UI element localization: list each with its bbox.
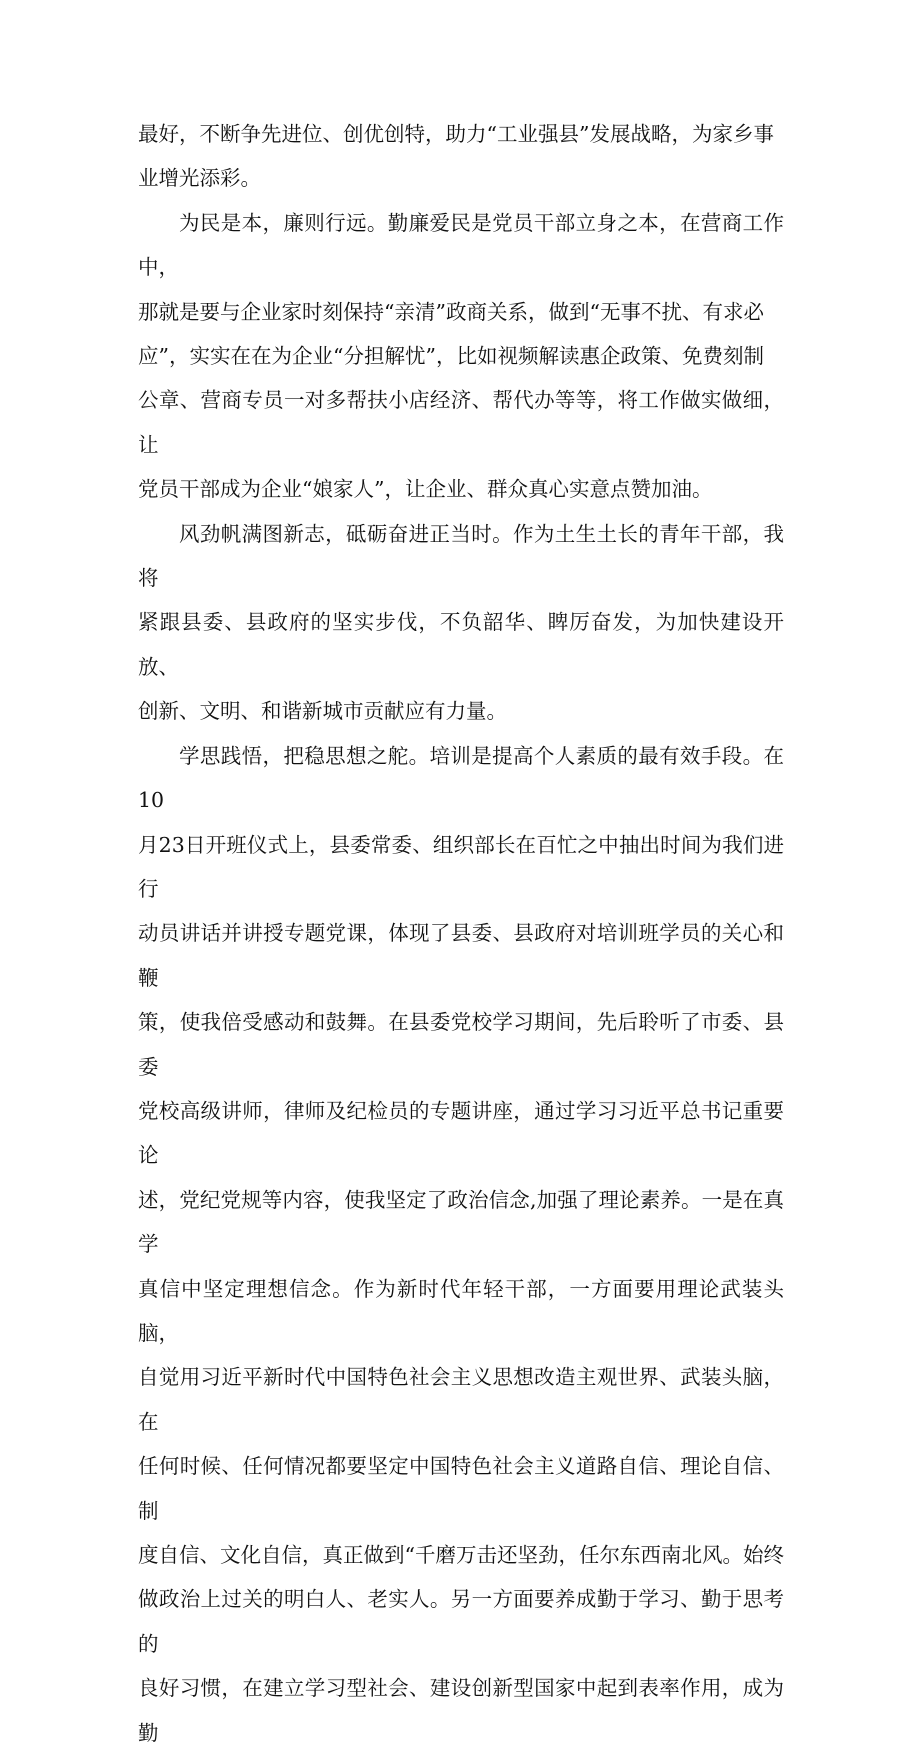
paragraph-3: 风劲帆满图新志，砥砺奋进正当时。作为土生土长的青年干部，我将 紧跟县委、县政府的坚实步伐，不负韶华、睥厉奋发，为加快建设开放、 创新、文明、和谐新城市贡献应有力量。 [138,521,784,724]
document-body [138,112,784,1755]
paragraph-2: 为民是本，廉则行远。勤廉爱民是党员干部立身之本，在营商工作中， 那就是要与企业家时刻保持“亲清”政商关系，做到“无事不扰、有求必 应”，实实在在为企业“分担解忧”，比如视频解读惠企政策、免费刻制 公章、营商专员一对多帮扶小店经济、帮代办等等，将工作做实做细，让 党员干部成为企业“娘家人”，让企业、群众真心实意点赞加油。 [138,210,784,502]
paragraph-1: 最好，不断争先进位、创优创特，助力“工业强县”发展战略，为家乡事 业增光添彩。 [138,122,774,191]
paragraph-4: 学思践悟，把稳思想之舵。培训是提高个人素质的最有效手段。在10 月23日开班仪式上，县委常委、组织部长在百忙之中抽出时间为我们进行 动员讲话并讲授专题党课，体现了县委、县政府对培训班学员的关心和鞭 策，使我倍受感动和鼓舞。在县委党校学习期间，先后聆听了市委、县委 党校高级讲师，律师及纪检员的专题讲座，通过学习习近平总书记重要论 述，党纪党规等内容，使我坚定了政治信念,加强了理论素养。一是在真学 真信中坚定理想信念。作为新时代年轻干部，一方面要用理论武装头脑， 自觉用习近平新时代中国特色社会主义思想改造主观世界、武装头脑，在 任何时候、任何情况都要坚定中国特色社会主义道路自信、理论自信、制 度自信、文化自信，真正做到“千磨万击还坚劲，任尔东西南北风。始终 做政治上过关的明白人、老实人。另一方面要养成勤于学习、勤于思考的 良好习惯，在建立学习型社会、建设创新型国家中起到表率作用，成为勤 [138,743,784,1745]
